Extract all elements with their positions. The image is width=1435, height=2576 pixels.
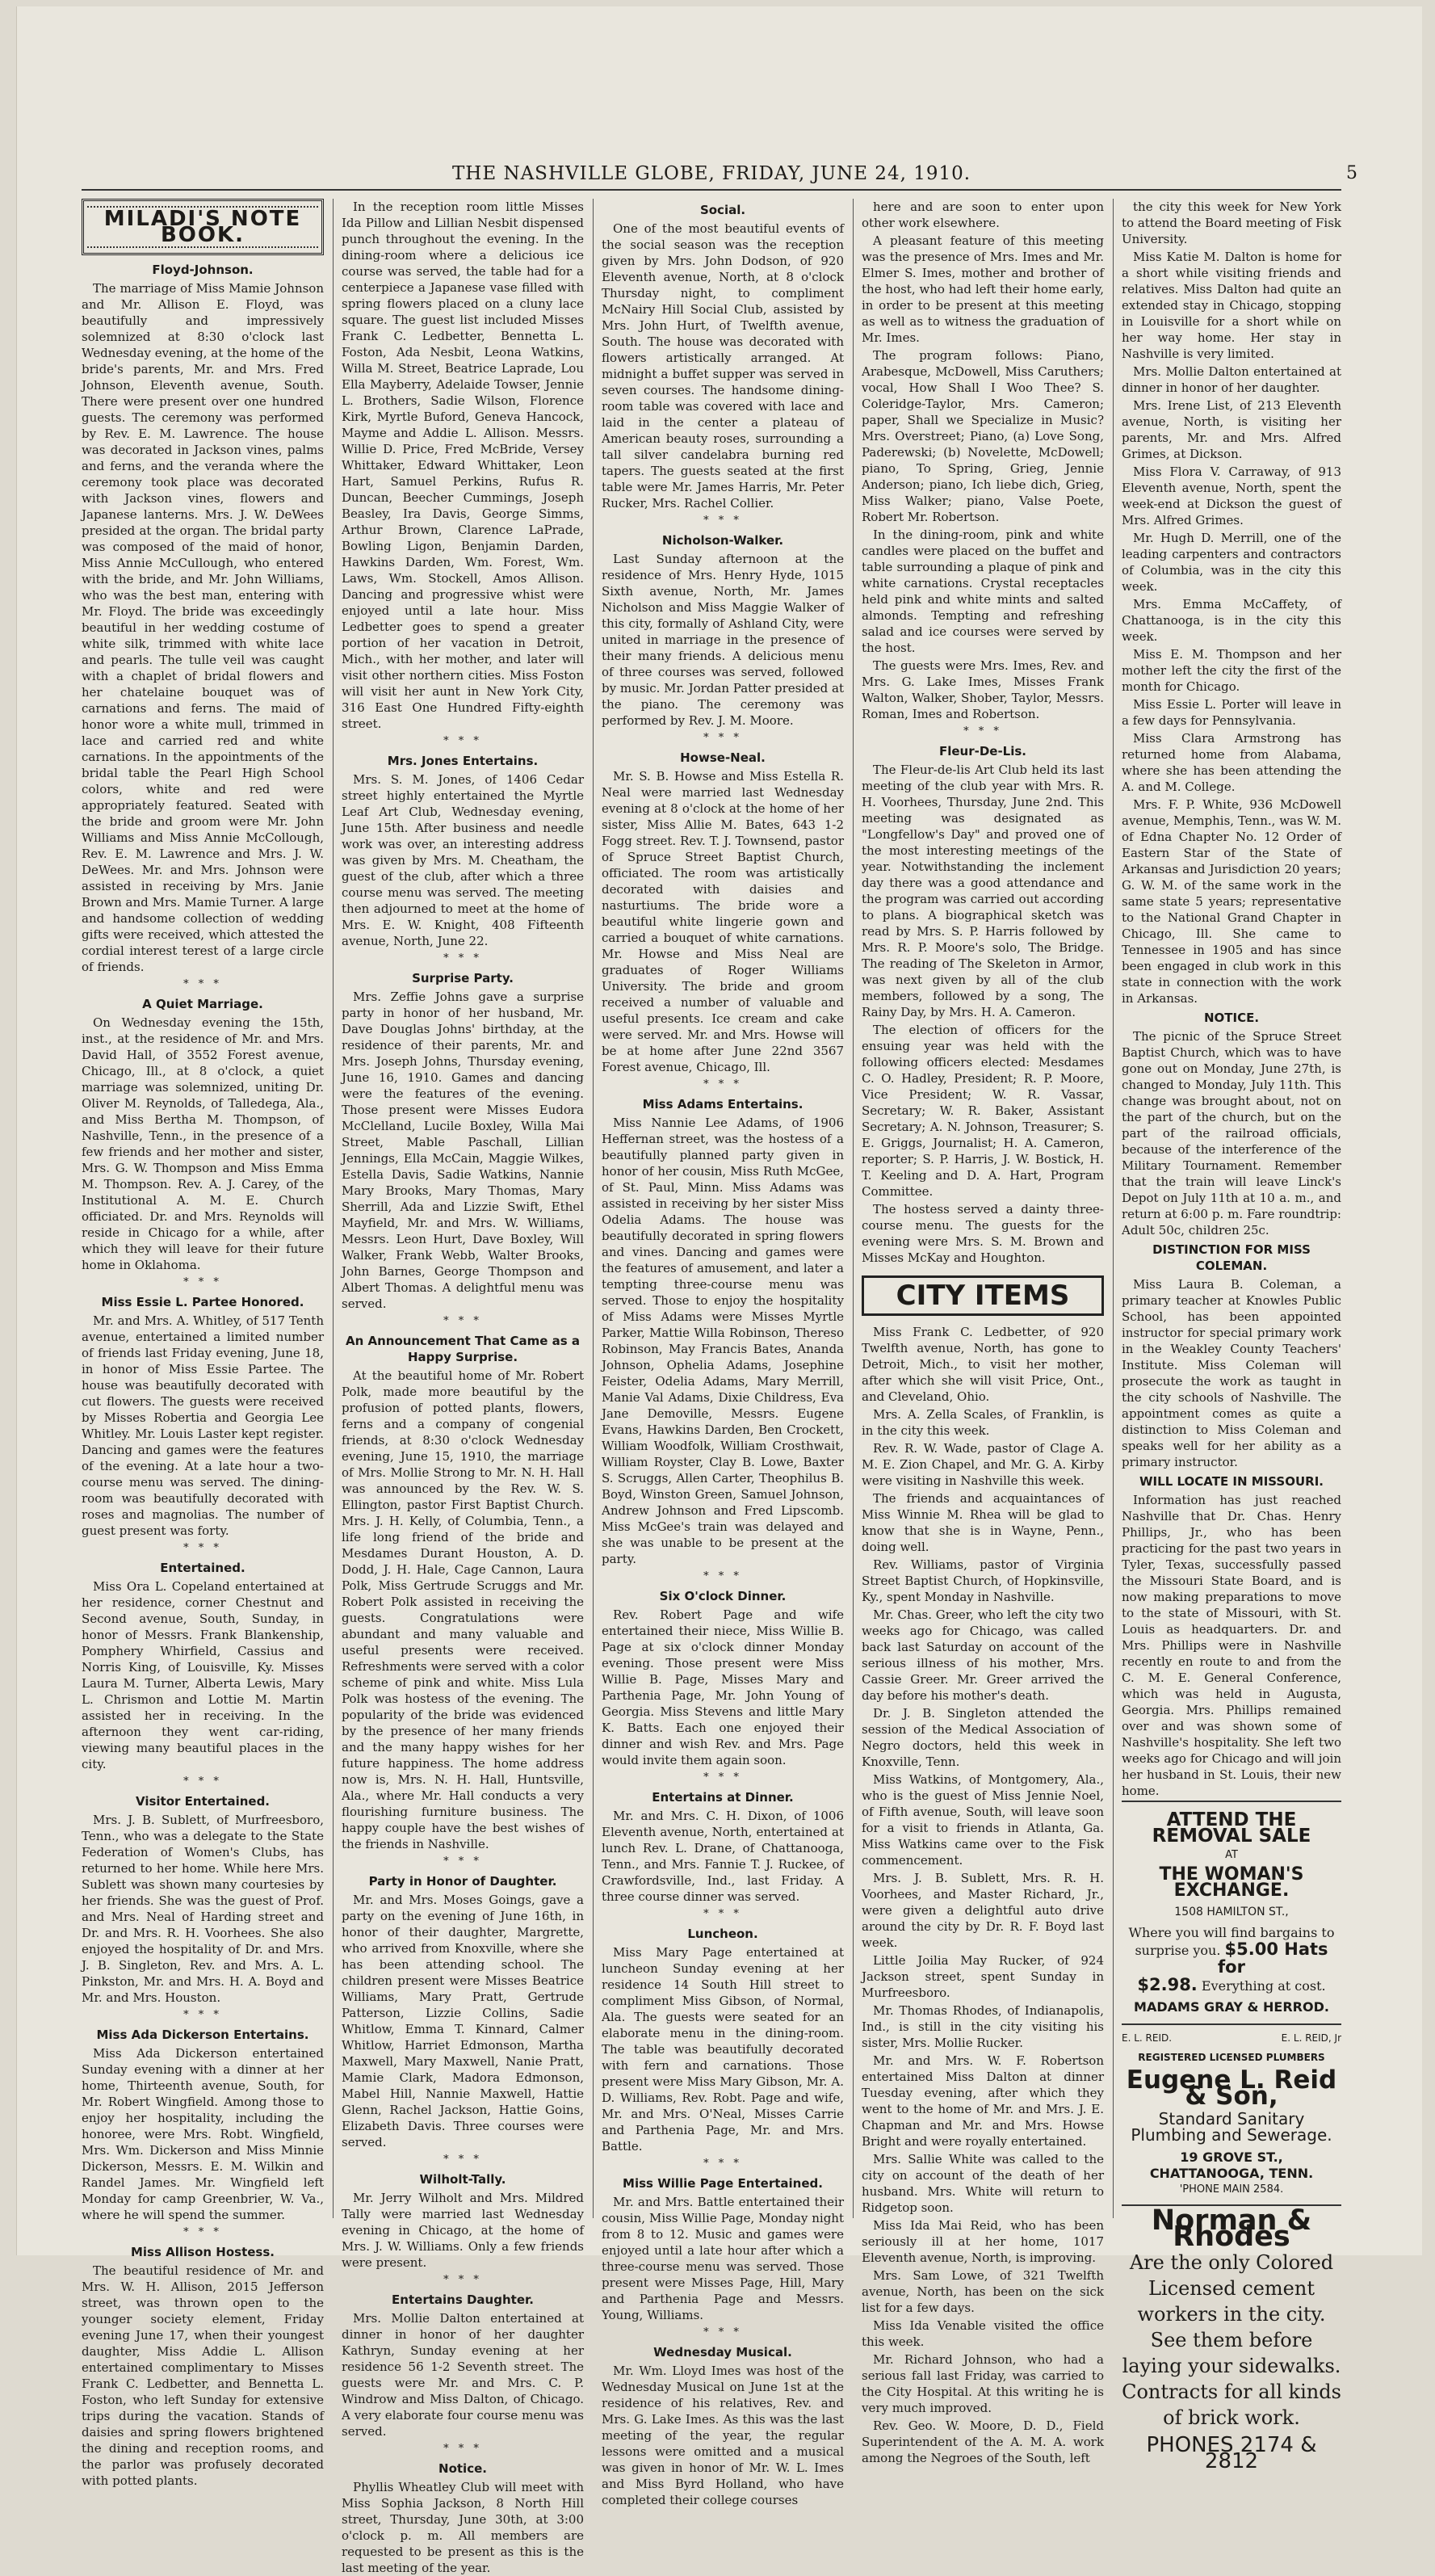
section-separator: * * * bbox=[443, 952, 482, 964]
article-title: Visitor Entertained. bbox=[135, 1794, 271, 1809]
article-title: Mrs. Jones Entertains. bbox=[387, 754, 539, 768]
article-body: The marriage of Miss Mamie Johnson and Mr. Allison E. Floyd, was beautifully and impressively solemnized at 8:30 o'clock last Wednesday evening, at the home of the bride's parents, Mr. and Mrs. Fred Johnson, Eleventh avenue, South. There were present over one hundred guests. The ceremony was performed by Rev. E. M. Lawrence. The house was decorated in Jackson vines, palms and ferns, and the veranda where the ceremony took place was decorated with Jackson vines, flowers and Japanese lanterns. Mrs. J. W. DeWees presided at the organ. The bridal party was composed of the maid of honor, Miss Annie McCullough, who entered with the bride, and Mr. John Williams, who was the best man, entering with Mr. Floyd. The bride was exceedingly beautiful in her wedding costume of white silk, trimmed with white lace and pearls. The tulle veil was caught with a chaplet of bridal flowers and her chatelaine bouquet was of carnations and ferns. The maid of honor wore a white mull, trimmed in lace and carried red and white carnations. In the appointments of the bridal table the Pearl High School colors, white and red were appropriately featured. Seated with the bride and groom were Mr. John Williams and Miss Annie McCollough, Rev. E. M. Lawrence and Mrs. J. W. DeWees. Mr. and Mrs. Johnson were assisted in receiving by Mrs. Janie Brown and Mrs. Mamie Turner. A large and handsome collection of wedding gifts were received, which attested the cordial interest terest of a large circle of friends. bbox=[82, 281, 324, 974]
article-body: Mrs. J. B. Sublett, of Murfreesboro, Tenn., who was a delegate to the State Federation of Women's Clubs, has returned to her home. While here Mrs. Sublett was shown many courtesies by her friends. She was the guest of Prof. and Mrs. Neal of Harding street and Dr. and Mrs. R. H. Voorhees. She also enjoyed the hospitality of Dr. and Mrs. J. B. Singleton, Rev. and Mrs. A. L. Pinkston, Mr. and Mrs. H. A. Boyd and Mr. and Mrs. Houston. bbox=[82, 1813, 324, 2005]
paragraph: Miss Essie L. Porter will leave in a few days for Pennsylvania. bbox=[1122, 697, 1341, 728]
section-separator: * * * bbox=[443, 1315, 482, 1327]
section-separator: * * * bbox=[183, 2009, 222, 2021]
distinction-title: DISTINCTION FOR MISS COLEMAN. bbox=[1152, 1242, 1311, 1273]
ad-address: 19 GROVE ST., CHATTANOOGA, TENN. bbox=[1149, 2149, 1314, 2181]
section-title: Fleur-De-Lis. bbox=[938, 744, 1027, 759]
article-body: Last Sunday afternoon at the residence of Mrs. Henry Hyde, 1015 Sixth avenue, North, Mr. James Nicholson and Miss Maggie Walker of this city, formally of Ashland City, were united in marriage in the presence of their many friends. A delicious menu of three courses was served, followed by music. Mr. Jordan Patter presided at the piano. The ceremony was performed by Rev. J. M. Moore. bbox=[602, 552, 844, 728]
article-title: Miss Adams Entertains. bbox=[642, 1097, 804, 1112]
column-3-articles bbox=[602, 202, 844, 2508]
paragraph: The hostess served a dainty three-course menu. The guests for the evening were Mrs. S. M. Brown and Misses McKay and Houghton. bbox=[862, 1202, 1104, 1265]
article-body: The beautiful residence of Mr. and Mrs. W. H. Allison, 2015 Jefferson street, was thrown open to the younger society element, Friday evening June 17, when their youngest daughter, Miss Addie L. Allison entertained complimentary to Misses Frank C. Ledbetter, and Bennetta L. Foston, who left Sunday for extensive trips during the vacation. Stands of daisies and spring flowers brightened the dining and reception rooms, and the parlor was profusely decorated with potted plants. bbox=[82, 2263, 324, 2488]
column-2-articles bbox=[342, 199, 584, 2576]
newspaper-page bbox=[16, 6, 1422, 2575]
ad-company-name: Eugene L. Reid & Son, bbox=[1126, 2065, 1337, 2111]
article-title: Social. bbox=[699, 203, 746, 217]
section-separator: * * * bbox=[703, 2326, 742, 2339]
paragraph: Mr. Richard Johnson, who had a serious fall last Friday, was carried to the City Hospital. At this writing he is very much improved. bbox=[862, 2352, 1104, 2415]
paragraph: Mrs. Sam Lowe, of 321 Twelfth avenue, North, has been on the sick list for a few days. bbox=[862, 2268, 1104, 2315]
ad-phone: PHONES 2174 & 2812 bbox=[1146, 2433, 1317, 2473]
city-items-banner: CITY ITEMS bbox=[862, 1275, 1104, 1316]
article-title: Miss Willie Page Entertained. bbox=[623, 2176, 823, 2191]
removal-sale-ad bbox=[1122, 1801, 1341, 2015]
article-body: Miss Mary Page entertained at luncheon Sunday evening at her residence 14 South Hill street to compliment Miss Gibson, of Normal, Ala. The guests were seated for an elaborate menu in the dining-room. The table was beautifully decorated with fern and carnations. Those present were Miss Mary Gibson, Mr. A. D. Williams, Rev. Robt. Page and wife, Mr. and Mrs. O'Neal, Misses Carrie and Parthenia Page, Mr. and Mrs. Battle. bbox=[602, 1945, 844, 2154]
ad-name-left: E. L. REID. bbox=[1122, 2032, 1173, 2044]
miladis-note-book-banner bbox=[82, 199, 324, 255]
ad-body-2: $5.00 Hats for bbox=[1218, 1939, 1328, 1977]
page-header bbox=[82, 160, 1357, 191]
article-body: Rev. Robert Page and wife entertained their niece, Miss Willie B. Page at six o'clock dinner Monday evening. Those present were Miss Willie B. Page, Misses Mary and Parthenia Page, Mr. John Young of Georgia. Miss Stevens and little Mary K. Batts. Each one enjoyed their dinner and wish Rev. and Mrs. Page would invite them again soon. bbox=[602, 1607, 844, 1767]
article-body: Mr. and Mrs. C. H. Dixon, of 1006 Eleventh avenue, North, entertained at lunch Rev. L. Drane, of Chattanooga, Tenn., and Mrs. Fannie T. J. Ruckee, of Crawfordsville, Ind., last Friday. A three course dinner was served. bbox=[602, 1809, 844, 1904]
paragraph: The Fleur-de-lis Art Club held its last meeting of the club year with Mrs. R. H. Voorhees, Thursday, June 2nd. This meeting was designated as "Longfellow's Day" and proved one of the most interesting meetings of the year. Notwithstanding the inclement day there was a good attendance and the program was carried out according to plans. A biographical sketch was read by Mrs. S. P. Harris followed by Mrs. R. P. Moore's solo, The Bridge. The reading of The Skeleton in Armor, was next given by all of the club members, followed by a song, The Rainy Day, by Mrs. H. A. Cameron. bbox=[862, 763, 1104, 1019]
paragraph: The guests were Mrs. Imes, Rev. and Mrs. G. Lake Imes, Misses Frank Walton, Walker, Shober, Taylor, Messrs. Roman, Imes and Robertson. bbox=[862, 658, 1104, 721]
fleur-de-lis-article bbox=[862, 762, 1104, 1266]
section-separator: * * * bbox=[703, 1908, 742, 1920]
section-separator: * * * bbox=[443, 735, 482, 747]
article-body: Mr. and Mrs. A. Whitley, of 517 Tenth avenue, entertained a limited number of friends last Friday evening, June 18, in honor of Miss Essie Partee. The house was beautifully decorated with cut flowers. The guests were received by Misses Robertia and Georgia Lee Whitley. Mr. Louis Laster kept register. Dancing and games were the features of the evening. At a late hour a two-course menu was served. The dining-room was beautifully decorated with roses and magnolias. The number of guest present was forty. bbox=[82, 1313, 324, 1538]
ad-address: 1508 HAMILTON ST., bbox=[1174, 1906, 1289, 1918]
column-4 bbox=[862, 199, 1104, 2465]
article-title: Miss Essie L. Partee Honored. bbox=[101, 1295, 304, 1309]
column-rule bbox=[853, 199, 854, 2218]
notice-title: NOTICE. bbox=[1203, 1011, 1260, 1025]
masthead: THE NASHVILLE GLOBE, FRIDAY, JUNE 24, 1910. bbox=[451, 163, 971, 184]
paragraph: Mrs. J. B. Sublett, Mrs. R. H. Voorhees, and Master Richard, Jr., were given a delightful auto drive around the city by Dr. R. F. Boyd last week. bbox=[862, 1871, 1104, 1950]
article-body: Mrs. Zeffie Johns gave a surprise party in honor of her husband, Mr. Dave Douglas Johns' birthday, at the residence of their parents, Mr. and Mrs. Joseph Johns, Thursday evening, June 16, 1910. Games and dancing were the features of the evening. Those present were Misses Eudora McClelland, Lucile Boxley, Willa Mai Street, Mable Paschall, Lillian Jennings, Ella McCain, Maggie Wilkes, Estella Davis, Sadie Watkins, Nannie Mary Brooks, Mary Thomas, Mary Sherrill, Ada and Lizzie Swift, Ethel Mayfield, Mr. and Mrs. W. Williams, Messrs. Leon Hurt, Dave Boxley, Will Walker, Frank Webb, Walter Brooks, John Barnes, George Thompson and Albert Thomas. A delightful menu was served. bbox=[342, 990, 584, 1311]
column-rule bbox=[1113, 199, 1114, 2218]
section-separator: * * * bbox=[183, 2226, 222, 2238]
article-title: Floyd-Johnson. bbox=[152, 263, 254, 277]
paragraph: Miss Watkins, of Montgomery, Ala., who is the guest of Miss Jennie Noel, of Fifth avenue, South, will leave soon for a visit to friends in Atlanta, Ga. Miss Watkins came over to the Fisk commencement. bbox=[862, 1772, 1104, 1868]
article-body: Mr. Jerry Wilholt and Mrs. Mildred Tally were married last Wednesday evening in Chicago, at the home of Mrs. J. W. Williams. Only a few friends were present. bbox=[342, 2191, 584, 2270]
section-separator: * * * bbox=[443, 2154, 482, 2166]
article-title: Surprise Party. bbox=[412, 971, 514, 985]
ad-signature: MADAMS GRAY & HERROD. bbox=[1134, 1999, 1329, 2015]
paragraph: In the dining-room, pink and white candles were placed on the buffet and table surrounding a plaque of pink and white carnations. Crystal receptacles held pink and white mints and salted almonds. Tempting and refreshing salad and ice courses were served by the host. bbox=[862, 527, 1104, 655]
missouri-title: WILL LOCATE IN MISSOURI. bbox=[1139, 1474, 1324, 1489]
paragraph: Mrs. Mollie Dalton entertained at dinner in honor of her daughter. bbox=[1122, 364, 1341, 395]
ad-body-1: Where you will find bargains to surprise you. bbox=[1128, 1925, 1335, 1958]
article-body: In the reception room little Misses Ida Pillow and Lillian Nesbit dispensed punch throughout the evening. In the dining-room where a delicious ice course was served, the table had for a centerpiece a Japanese vase filled with spring flowers placed on a cluny lace square. The guest list included Misses Frank C. Ledbetter, Bennetta L. Foston, Ada Nesbit, Leona Watkins, Willa M. Street, Beatrice Laprade, Lou Ella Mayberry, Adelaide Towser, Jennie L. Brothers, Sadie Wilson, Florence Kirk, Myrtle Buford, Geneva Hancock, Mayme and Addie L. Allison. Messrs. Willie D. Price, Fred McBride, Versey Whittaker, Edward Whittaker, Leon Hart, Samuel Perkins, Rufus R. Duncan, Beecher Cummings, Joseph Beasley, Ira Davis, George Simms, Arthur Brown, Clarence LaPrade, Bowling Ligon, Benjamin Darden, Hawkins Darden, Wm. Forest, Wm. Laws, Wm. Stockell, Amos Allison. Dancing and progressive whist were enjoyed until a late hour. Miss Ledbetter goes to spend a greater portion of her vacation in Detroit, Mich., with her mother, and later will visit other northern cities. Miss Foston will visit her aunt in New York City, 316 East One Hundred Fifty-eighth street. bbox=[342, 200, 584, 731]
paragraph: Little Joilia May Rucker, of 924 Jackson street, spent Sunday in Murfreesboro. bbox=[862, 1953, 1104, 2000]
section-separator: * * * bbox=[703, 1078, 742, 1090]
ad-title: ATTEND THE REMOVAL SALE bbox=[1152, 1809, 1311, 1847]
paragraph: here and are soon to enter upon other work elsewhere. bbox=[862, 200, 1104, 230]
paragraph: Mr. Chas. Greer, who left the city two weeks ago for Chicago, was called back last Saturday on account of the serious illness of his mother, Mrs. Cassie Greer. Mr. Greer arrived the day before his mother's death. bbox=[862, 1607, 1104, 1703]
column-1-articles bbox=[82, 262, 324, 2489]
paragraph: Mrs. Irene List, of 213 Eleventh avenue, North, is visiting her parents, Mr. and Mrs. Alfred Grimes, at Dickson. bbox=[1122, 398, 1341, 461]
article-title: Entertains Daughter. bbox=[392, 2292, 534, 2307]
ad-body-4: Everything at cost. bbox=[1201, 1978, 1326, 1994]
paragraph: Miss Katie M. Dalton is home for a short while visiting friends and relatives. Miss Dalton had quite an extended stay in Chicago, stopping in Louisville for a short while on her way home. Her stay in Nashville is very limited. bbox=[1122, 250, 1341, 361]
ad-names-row bbox=[1122, 2030, 1341, 2046]
paragraph: Mrs. Sallie White was called to the city on account of the death of her husband. Mrs. White will return to Ridgetop soon. bbox=[862, 2152, 1104, 2215]
article-body: Miss Nannie Lee Adams, of 1906 Heffernan street, was the hostess of a beautifully planned party given in honor of her cousin, Miss Ruth McGee, of St. Paul, Minn. Miss Adams was assisted in receiving by her sister Miss Odelia Adams. The house was beautifully decorated in spring flowers and vines. Dancing and games were the features of amusement, and later a tempting three-course menu was served. Those to enjoy the hospitality of Miss Adams were Misses Myrtle Parker, Mattie Willa Robinson, Thereso Robinson, May Francis Bates, Ananda Johnson, Ophelia Adams, Josephine Feister, Odelia Adams, Mary Merrill, Manie Val Adams, Dixie Childress, Eva Jane Demoville, Messrs. Eugene Evans, Hawkins Darden, Ben Crockett, William Woodfolk, William Crosthwait, William Royster, Clay B. Lowe, Baxter S. Scruggs, Allen Carter, Theophilus B. Boyd, Winston Green, Samuel Johnson, Andrew Johnson and Fred Lipscomb. Miss McGee's train was delayed and she was unable to be present at the party. bbox=[602, 1116, 844, 1566]
paragraph: The program follows: Piano, Arabesque, McDowell, Miss Caruthers; vocal, How Shall I Woo Thee? S. Coleridge-Taylor, Mrs. Cameron; paper, Shall we Specialize in Music? Mrs. Overstreet; Piano, (a) Love Song, Paderewski; (b) Novelette, McDowell; piano, To Spring, Grieg, Jennie Anderson; piano, Ich liebe dich, Grieg, Miss Walker; piano, Valse Poete, Robert Mr. Robertson. bbox=[862, 348, 1104, 524]
city-items-list bbox=[862, 1324, 1104, 2466]
section-separator: * * * bbox=[703, 732, 742, 744]
section-separator: * * * bbox=[443, 2443, 482, 2455]
paragraph: Miss Flora V. Carraway, of 913 Eleventh avenue, North, spent the week-end at Dickson the guest of Mrs. Alfred Grimes. bbox=[1122, 464, 1341, 527]
paragraph: Mrs. F. P. White, 936 McDowell avenue, Memphis, Tenn., was W. M. of Edna Chapter No. 12 Order of Eastern Star of the State of Arkansas and Jurisdiction 20 years; G. W. M. of the same work in the same state 5 years; representative to the National Grand Chapter in Chicago, Ill. She came to Tennessee in 1905 and has since been engaged in club work in this state in connection with the work in Arkansas. bbox=[1122, 797, 1341, 1006]
column-5 bbox=[1122, 199, 1341, 2473]
article-body: One of the most beautiful events of the social season was the reception given by Mrs. John Dodson, of 920 Eleventh avenue, North, at 8 o'clock Thursday night, to compliment McNairy Hill Social Club, assisted by Mrs. John Hurt, of Twelfth avenue, South. The house was decorated with flowers artistically arranged. At midnight a buffet supper was served in seven courses. The handsome dining-room table was covered with lace and laid in the center a plateau of American beauty roses, surrounding a tall silver candelabra burning red tapers. The guests seated at the first table were Mr. James Harris, Mr. Peter Rucker, Mrs. Rachel Collier. bbox=[602, 221, 844, 511]
article-body: On Wednesday evening the 15th, inst., at the residence of Mr. and Mrs. David Hall, of 3552 Forest avenue, Chicago, Ill., at 8 o'clock, a quiet marriage was solemnized, uniting Dr. Oliver M. Reynolds, of Talledega, Ala., and Miss Bertha M. Thompson, of Nashville, Tenn., in the presence of a few friends and her mother and sister, Mrs. G. W. Thompson and Miss Emma M. Thompson. Rev. A. J. Carey, of the Institutional A. M. E. Church officiated. Dr. and Mrs. Reynolds will reside in Chicago for a while, after which they will leave for their future home in Oklahoma. bbox=[82, 1015, 324, 1272]
article-title: Six O'clock Dinner. bbox=[659, 1589, 787, 1603]
section-separator: * * * bbox=[963, 725, 1002, 738]
section-separator: * * * bbox=[703, 1771, 742, 1784]
article-body: Mrs. S. M. Jones, of 1406 Cedar street highly entertained the Myrtle Leaf Art Club, Wednesday evening, June 15th. After business and needle work was over, an interesting address was given by Mrs. M. Cheatham, the guest of the club, after which a three course menu was served. The meeting then adjourned to meet at the home of Mrs. E. W. Knight, 408 Fifteenth avenue, North, June 22. bbox=[342, 772, 584, 948]
column-3 bbox=[602, 199, 844, 2507]
article-title: Nicholson-Walker. bbox=[661, 533, 784, 548]
article-title: Howse-Neal. bbox=[680, 750, 766, 765]
article-title: Entertained. bbox=[160, 1561, 245, 1575]
article-title: Luncheon. bbox=[687, 1927, 758, 1941]
paragraph: Miss E. M. Thompson and her mother left the city the first of the month for Chicago. bbox=[1122, 647, 1341, 694]
paragraph: Miss Clara Armstrong has returned home from Alabama, where she has been attending the A. and M. College. bbox=[1122, 731, 1341, 794]
paragraph: Rev. Williams, pastor of Virginia Street Baptist Church, of Hopkinsville, Ky., spent Monday in Nashville. bbox=[862, 1557, 1104, 1604]
paragraph: Miss Ida Venable visited the office this week. bbox=[862, 2318, 1104, 2349]
paragraph: the city this week for New York to attend the Board meeting of Fisk University. bbox=[1122, 200, 1341, 246]
article-body: Mrs. Mollie Dalton entertained at dinner in honor of her daughter Kathryn, Sunday evening at her residence 56 1-2 Seventh street. The guests were Mr. and Mrs. C. P. Windrow and Miss Dalton, of Chicago. A very elaborate four course menu was served. bbox=[342, 2311, 584, 2439]
ad-name-right: E. L. REID, Jr bbox=[1281, 2032, 1341, 2044]
section-separator: * * * bbox=[183, 1775, 222, 1788]
article-title: Party in Honor of Daughter. bbox=[368, 1874, 557, 1889]
article-title: Miss Ada Dickerson Entertains. bbox=[96, 2028, 309, 2042]
ad-services: Standard Sanitary Plumbing and Sewerage. bbox=[1131, 2109, 1332, 2145]
article-title: Entertains at Dinner. bbox=[652, 1790, 794, 1805]
distinction-body: Miss Laura B. Coleman, a primary teacher at Knowles Public School, has been appointed instructor for special primary work in the Weakley County Teachers' Institute. Miss Coleman will prosecute the work as taught in the city schools of Nashville. The appointment comes as quite a distinction to Miss Coleman and speaks well for her ability as a primary instructor. bbox=[1122, 1277, 1341, 1469]
paragraph: Mrs. A. Zella Scales, of Franklin, is in the city this week. bbox=[862, 1407, 1104, 1438]
paragraph: Mr. Thomas Rhodes, of Indianapolis, Ind., is still in the city visiting his sister, Mrs. Mollie Rucker. bbox=[862, 2003, 1104, 2050]
article-title: Wednesday Musical. bbox=[653, 2345, 792, 2360]
section-separator: * * * bbox=[443, 1855, 482, 1868]
columns bbox=[82, 199, 1341, 2575]
article-title: A Quiet Marriage. bbox=[142, 997, 263, 1011]
ad-company-name: Norman & Rhodes bbox=[1151, 2204, 1312, 2253]
ad-registered: REGISTERED LICENSED PLUMBERS bbox=[1138, 2052, 1325, 2063]
personal-items bbox=[1122, 199, 1341, 1006]
ad-body bbox=[1122, 1925, 1341, 1994]
paragraph: Miss Frank C. Ledbetter, of 920 Twelfth avenue, North, has gone to Detroit, Mich., to visit her mother, after which she will visit Price, Ont., and Cleveland, Ohio. bbox=[862, 1325, 1104, 1404]
ad-body: Are the only Colored Licensed cement workers in the city. See them before laying your sidewalks. Contracts for all kinds of brick work. bbox=[1122, 2251, 1341, 2429]
article-body: At the beautiful home of Mr. Robert Polk, made more beautiful by the profusion of potted plants, flowers, ferns and a company of congenial friends, at 8:30 o'clock Wednesday evening, June 15, 1910, the marriage of Mrs. Mollie Strong to Mr. N. H. Hall was announced by the Rev. W. S. Ellington, pastor First Baptist Church. Mrs. J. H. Kelly, of Columbia, Tenn., a life long friend of the bride and Mesdames Durant Houston, A. D. Dodd, J. H. Hale, Cage Cannon, Laura Polk, Miss Gertrude Scruggs and Mr. Robert Polk assisted in receiving the guests. Congratulations were abundant and many valuable and useful presents were received. Refreshments were served with a color scheme of pink and white. Miss Lula Polk was hostess of the evening. The popularity of the bride was evidenced by the presence of her many friends and the many happy wishes for her future happiness. The home address now is, Mrs. N. H. Hall, Huntsville, Ala., where Mr. Hall conducts a very flourishing furniture business. The happy couple have the best wishes of the friends in Nashville. bbox=[342, 1368, 584, 1851]
paragraph: A pleasant feature of this meeting was the presence of Mrs. Imes and Mr. Elmer S. Imes, mother and brother of the host, who had left their home early, in order to be present at this meeting as well as to witness the graduation of Mr. Imes. bbox=[862, 233, 1104, 345]
missouri-body: Information has just reached Nashville that Dr. Chas. Henry Phillips, Jr., who has been practicing for the past two years in Tyler, Texas, successfully passed the Missouri State Board, and is now making preparations to move to the state of Missouri, with St. Louis as headquarters. Dr. and Mrs. Phillips were in Nashville recently en route to and from the C. M. E. General Conference, which was held in Augusta, Georgia. Mrs. Phillips remained over and was shown some of Nashville's hospitality. She left two weeks ago for Chicago and will join her husband in St. Louis, their new home. bbox=[1122, 1493, 1341, 1798]
paragraph: Miss Ida Mai Reid, who has been seriously ill at her home, 1017 Eleventh avenue, North, is improving. bbox=[862, 2218, 1104, 2265]
section-separator: * * * bbox=[703, 1570, 742, 1582]
paragraph: The election of officers for the ensuing year was held with the following officers elected: Mesdames C. O. Hadley, President; R. P. Moore, Vice President; W. R. Vassar, Secretary; W. R. Baker, Assistant Secretary; A. N. Johnson, Treasurer; S. E. Griggs, Journalist; H. A. Cameron, reporter; S. P. Harris, J. W. Bostick, H. T. Keeling and D. A. Hart, Program Committee. bbox=[862, 1023, 1104, 1199]
article-body: Phyllis Wheatley Club will meet with Miss Sophia Jackson, 8 North Hill street, Thursday, June 30th, at 3:00 o'clock p. m. All members are requested to be present as this is the last meeting of the year. bbox=[342, 2480, 584, 2575]
paragraph: Mr. Hugh D. Merrill, one of the leading carpenters and contractors of Columbia, was in the city this week. bbox=[1122, 531, 1341, 594]
article-title: Wilholt-Tally. bbox=[419, 2172, 506, 2187]
paragraph: Mrs. Emma McCaffety, of Chattanooga, is in the city this week. bbox=[1122, 597, 1341, 644]
section-separator: * * * bbox=[703, 515, 742, 527]
paragraph: Rev. R. W. Wade, pastor of Clage A. M. E. Zion Chapel, and Mr. G. A. Kirby were visiting in Nashville this week. bbox=[862, 1441, 1104, 1488]
column-2 bbox=[342, 199, 584, 2575]
paragraph: Mr. and Mrs. W. F. Robertson entertained Miss Dalton at dinner Tuesday evening, after which they went to the home of Mr. and Mrs. J. E. Chapman and Mr. and Mrs. Howse Bright and were royally entertained. bbox=[862, 2053, 1104, 2149]
ad-at: AT bbox=[1225, 1849, 1238, 1861]
article-body: Mr. S. B. Howse and Miss Estella R. Neal were married last Wednesday evening at 8 o'clock at the home of her sister, Miss Allie M. Bates, 643 1-2 Fogg street. Rev. T. J. Townsend, pastor of Spruce Street Baptist Church, officiated. The room was artistically decorated with daisies and nasturtiums. The bride wore a beautiful white lingerie gown and carried a bouquet of white carnations. Mr. Howse and Miss Neal are graduates of Roger Williams University. The bride and groom received a number of valuable and useful presents. Ice cream and cake were served. Mr. and Mrs. Howse will be at home after June 22nd 3567 Forest avenue, Chicago, Ill. bbox=[602, 769, 844, 1074]
paragraph: Dr. J. B. Singleton attended the session of the Medical Association of Negro doctors, held this week in Knoxville, Tenn. bbox=[862, 1706, 1104, 1769]
article-body: Mr. and Mrs. Battle entertained their cousin, Miss Willie Page, Monday night from 8 to 12. Music and games were enjoyed until a late hour after which a three-course menu was served. Those present were Misses Page, Hill, Mary and Parthenia Page and Messrs. Young, Williams. bbox=[602, 2195, 844, 2322]
article-title: Miss Allison Hostess. bbox=[130, 2245, 275, 2259]
section-separator: * * * bbox=[183, 1542, 222, 1554]
section-separator: * * * bbox=[703, 2158, 742, 2170]
plumbers-ad bbox=[1122, 2023, 1341, 2198]
column-rule bbox=[593, 199, 594, 2218]
column-rule bbox=[333, 199, 334, 2218]
ad-subtitle: THE WOMAN'S EXCHANGE. bbox=[1159, 1864, 1304, 1901]
banner-title: MILADI'S NOTE BOOK. bbox=[87, 206, 318, 248]
page-number: 5 bbox=[1346, 163, 1357, 183]
article-body: Mr. and Mrs. Moses Goings, gave a party on the evening of June 16th, in honor of their daughter, Margrette, who arrived from Knoxville, where she has been attending school. The children present were Misses Beatrice Williams, Mary Pratt, Gertrude Patterson, Lizzie Collins, Sadie Whitlow, Emma T. Kinnard, Calmer Whitlow, Harriet Edmonson, Martha Maxwell, Mary Maxwell, Nanie Pratt, Mamie Clark, Madora Edmonson, Mabel Hill, Nannie Maxwell, Hattie Glenn, Rachel Jackson, Hattie Goins, Elizabeth Davis. Three courses were served. bbox=[342, 1893, 584, 2149]
ad-body-3: $2.98. bbox=[1137, 1975, 1198, 1994]
article-title: An Announcement That Came as a Happy Surprise. bbox=[345, 1334, 581, 1364]
norman-rhodes-ad bbox=[1122, 2204, 1341, 2473]
article-body: Miss Ada Dickerson entertained Sunday evening with a dinner at her home, Thirteenth avenue, South, for Mr. Robert Wingfield. Among those to enjoy her hospitality, including the honoree, were Mrs. Robt. Wingfield, Mrs. Wm. Dickerson and Miss Minnie Dickerson, Messrs. E. M. Wilkin and Randel James. Mr. Wingfield left Monday for camp Greenbrier, W. Va., where he will spend the summer. bbox=[82, 2046, 324, 2222]
section-separator: * * * bbox=[443, 2274, 482, 2286]
article-title: Notice. bbox=[438, 2461, 487, 2476]
paragraph: Rev. Geo. W. Moore, D. D., Field Superintendent of the A. M. A. work among the Negroes of the South, left bbox=[862, 2418, 1104, 2465]
notice-body: The picnic of the Spruce Street Baptist Church, which was to have gone out on Monday, June 27th, is changed to Monday, July 11th. This change was brought about, not on the part of the church, but on the part of the railroad officials, because of the interference of the Military Tournament. Remember that the train will leave Linck's Depot on July 11th at 10 a. m., and return at 6:00 p. m. Fare roundtrip: Adult 50c, children 25c. bbox=[1122, 1029, 1341, 1238]
paragraph: The friends and acquaintances of Miss Winnie M. Rhea will be glad to know that she is in Wayne, Penn., doing well. bbox=[862, 1491, 1104, 1554]
musical-continuation bbox=[862, 199, 1104, 722]
article-body: Mr. Wm. Lloyd Imes was host of the Wednesday Musical on June 1st at the residence of his relatives, Rev. and Mrs. G. Lake Imes. As this was the last meeting of the year, the regular lessons were omitted and a musical was given in honor of Mr. W. L. Imes and Miss Byrd Holland, who have completed their college courses bbox=[602, 2364, 844, 2507]
ad-phone: 'PHONE MAIN 2584. bbox=[1179, 2183, 1284, 2196]
section-separator: * * * bbox=[183, 978, 222, 990]
section-separator: * * * bbox=[183, 1276, 222, 1288]
article-body: Miss Ora L. Copeland entertained at her residence, corner Chestnut and Second avenue, South, Sunday, in honor of Messrs. Frank Blankenship, Pomphery Whirfield, Cassius and Norris King, of Louisville, Ky. Misses Laura M. Turner, Alberta Lewis, Mary L. Chrismon and Lottie M. Martin assisted her in receiving. In the afternoon they went car-riding, viewing many beautiful places in the city. bbox=[82, 1579, 324, 1771]
column-1 bbox=[82, 199, 324, 2488]
